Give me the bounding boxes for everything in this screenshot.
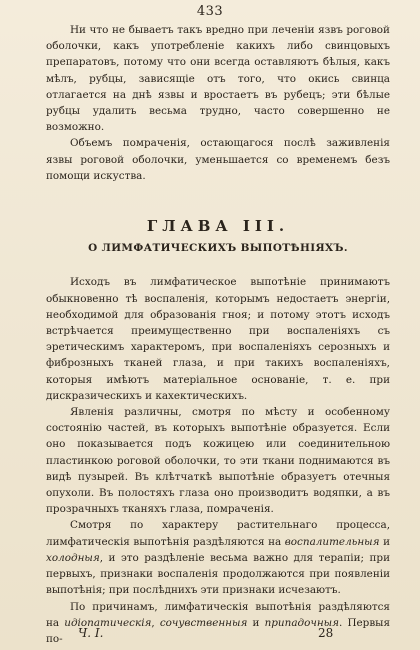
- page-number: 433: [196, 4, 224, 19]
- italic-term: припадочныя: [264, 616, 340, 629]
- paragraph-lead-preparations: Ни что не бываетъ такъ вредно при леченіи язвъ роговой оболочки, какъ употребленіе какихъ либо свинцовыхъ препаратовъ, потому что они всегда оставляютъ бѣлыя, какъ мѣлъ, рубцы, зависящіе отъ того, что окись свинца отлагается на днѣ язвы и вростаетъ въ рубецъ; эти бѣлые рубцы удалить весьма трудно, часто совершенно не возможно.: [46, 24, 390, 134]
- text-run: , и это раздѣленіе весьма важно для терапіи; при первыхъ, признаки воспаленія продолжаются при появленіи выпотѣнія; при послѣднихъ эти признаки исчезаютъ.: [46, 551, 390, 597]
- page-body: [46, 22, 390, 647]
- paragraph-lymph-outcome: Исходъ въ лимфатическое выпотѣніе принимаютъ обыкновенно тѣ воспаленія, которымъ недостаетъ энергіи, необходимой для образованія гноя; и потому этотъ исходъ встрѣчается преимущественно при воспаленіяхъ съ эретическимъ характеромъ, при воспаленіяхъ серозныхъ и фиброзныхъ тканей глаза, и при такихъ воспаленіяхъ, которыя имѣютъ матеріальное основаніе, т. е. при дискразическихъ и кахектическихъ.: [46, 276, 390, 402]
- leaf-number: 28: [318, 626, 334, 640]
- text-run: ,: [151, 616, 160, 629]
- text-run: Смотря по характеру растительнаго процесса, лимфатическія выпотѣнія раздѣляются на: [46, 519, 390, 548]
- text-run: и: [247, 616, 265, 629]
- paragraph-classification-character: [46, 517, 390, 598]
- italic-term: воспалительныя: [284, 535, 380, 548]
- signature-mark: Ч. I.: [78, 626, 104, 640]
- chapter-title: ГЛАВА III.: [146, 217, 290, 236]
- text-run: По причинамъ, лимфатическія выпотѣнія раздѣляются на: [46, 600, 390, 629]
- paragraph-phenomena: Явленія различны, смотря по мѣсту и особенному состоянію частей, въ которыхъ выпотѣніе образуется. Если оно показывается подъ кожицею или соединительною пластинкою роговой оболочки, то эти ткани поднимаются въ видѣ пузырей. Въ клѣтчаткѣ выпотѣніе образуетъ отечныя опухоли. Въ полостяхъ глаза оно производитъ водяпки, а въ прозрачныхъ тканяхъ глаза, помраченія.: [46, 406, 390, 516]
- text-run: и: [379, 535, 391, 548]
- italic-term: идіопатическія: [64, 616, 152, 629]
- italic-term: холодныя: [46, 551, 100, 564]
- paragraph-opacity-volume: Объемъ помраченія, остающагося послѣ заживленія язвы роговой оболочки, уменьшается со временемъ безъ помощи искуства.: [46, 137, 390, 182]
- text-run: . Первыя по-: [46, 616, 390, 645]
- italic-term: сочувственныя: [159, 616, 248, 629]
- chapter-subtitle: О ЛИМФАТИЧЕСКИХЪ ВЫПОТѢНІЯХЪ.: [88, 242, 348, 255]
